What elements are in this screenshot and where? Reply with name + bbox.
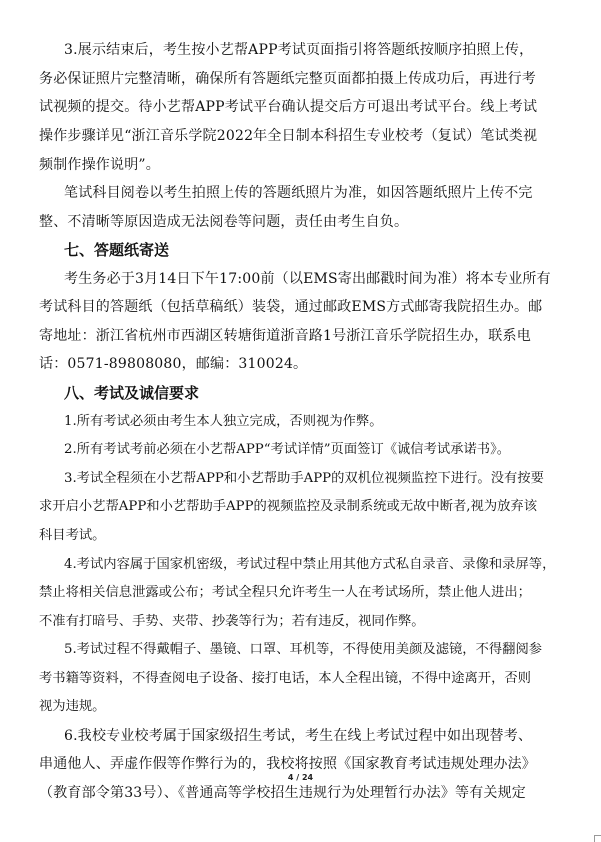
page-number: 4 / 24 (287, 773, 314, 782)
paragraph-line: 务必保证照片完整清晰，确保所有答题纸完整页面都拍摄上传成功后，再进行考 (39, 71, 536, 87)
rule-item: 禁止将相关信息泄露或公布；考试全程只允许考生一人在考试场所，禁止他人进出； (39, 585, 531, 600)
page-corner-mark (594, 835, 601, 842)
rule-item: 1.所有考试必须由考生本人独立完成，否则视为作弊。 (64, 414, 383, 429)
paragraph-line: 操作步骤详见“浙江音乐学院2022年全日制本科招生专业校考（复试）笔试类视 (39, 128, 538, 144)
section-heading: 七、答题纸寄送 (64, 241, 170, 259)
paragraph-line: 话：0571-89808080，邮编：310024。 (39, 356, 308, 372)
paragraph-line: 寄地址：浙江省杭州市西湖区转塘街道浙音路1号浙江音乐学院招生办，联系电 (39, 328, 531, 344)
rule-item: 科目考试。 (39, 528, 106, 543)
paragraph-line: 频制作操作说明”。 (39, 157, 160, 173)
paragraph-line: 试视频的提交。待小艺帮APP考试平台确认提交后方可退出考试平台。线上考试 (39, 99, 538, 115)
paragraph-line: 笔试科目阅卷以考生拍照上传的答题纸照片为准，如因答题纸照片上传不完 (64, 185, 533, 201)
rule-item: 5.考试过程不得戴帽子、墨镜、口罩、耳机等，不得使用美颜及滤镜，不得翻阅参 (64, 642, 543, 657)
paragraph-line: 考试科目的答题纸（包括草稿纸）装袋，通过邮政EMS方式邮寄我院招生办。邮 (39, 299, 543, 315)
rule-item: 不准有打暗号、手势、夹带、抄袭等行为；若有违反，视同作弊。 (39, 614, 425, 629)
rule-item: 4.考试内容属于国家机密级，考试过程中禁止用其他方式私自录音、录像和录屏等， (64, 557, 556, 572)
rule-item: 串通他人、弄虚作假等作弊行为的，我校将按照《国家教育考试违规处理办法》 (39, 756, 536, 772)
rule-item: 6.我校专业校考属于国家级招生考试，考生在线上考试过程中如出现替考、 (64, 728, 533, 744)
rule-item: 3.考试全程须在小艺帮APP和小艺帮助手APP的双机位视频监控下进行。没有按要 (64, 471, 544, 486)
rule-item: 考书籍等资料，不得查阅电子设备、接打电话，本人全程出镜，不得中途离开，否则 (39, 671, 531, 686)
rule-item: （教育部令第33号）、《普通高等学校招生违规行为处理暂行办法》等有关规定 (39, 785, 527, 801)
rule-item: 2.所有考试考前必须在小艺帮APP“考试详情”页面签订《诚信考试承诺书》。 (64, 442, 511, 457)
paragraph-line: 整、不清晰等原因造成无法阅卷等问题，责任由考生自负。 (39, 214, 409, 230)
paragraph-line: 3.展示结束后，考生按小艺帮APP考试页面指引将答题纸按顺序拍照上传， (64, 42, 534, 58)
paragraph-line: 考生务必于3月14日下午17:00前（以EMS寄出邮戳时间为准）将本专业所有 (64, 271, 551, 287)
rule-item: 求开启小艺帮APP和小艺帮助手APP的视频监控及录制系统或无故中断者,视为放弃该 (39, 499, 538, 514)
section-heading: 八、考试及诚信要求 (64, 384, 200, 402)
rule-item: 视为违规。 (39, 699, 106, 714)
